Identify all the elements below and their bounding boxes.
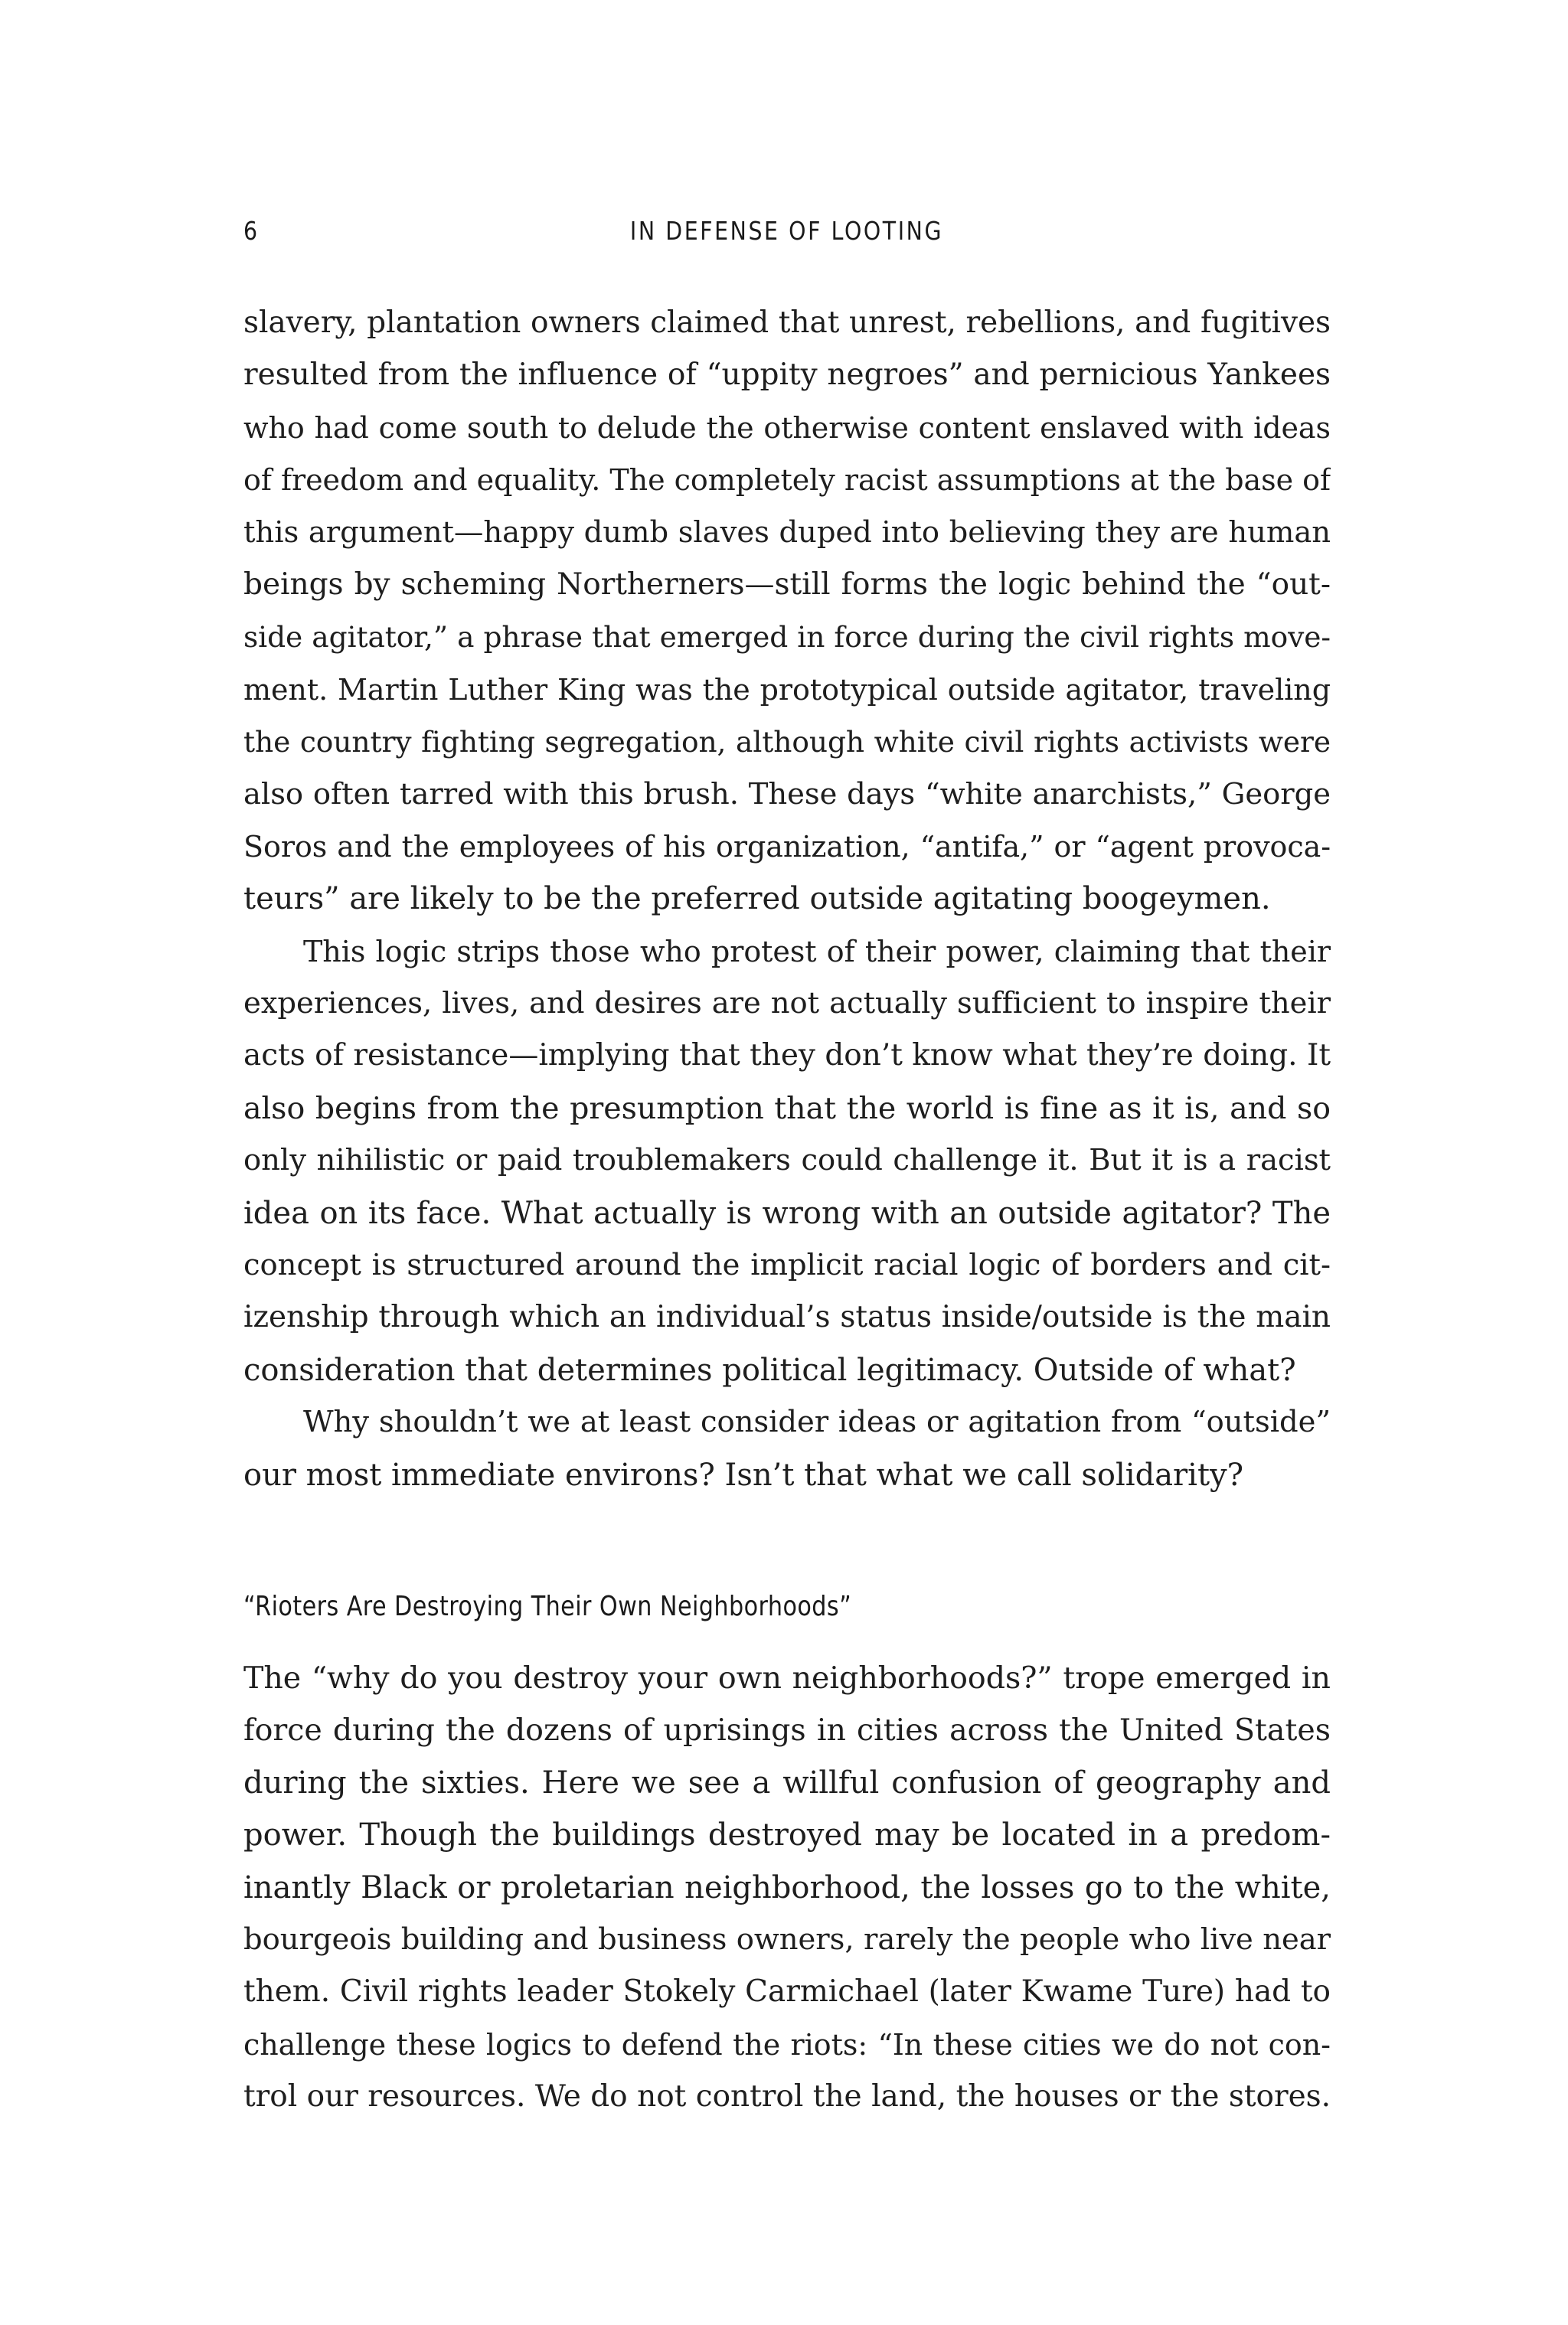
running-title: IN DEFENSE OF LOOTING: [629, 216, 944, 246]
text-line: also begins from the presumption that the world is fine as it is, and so: [243, 1090, 1331, 1126]
text-line: trol our resources. We do not control the land, the houses or the stores.: [243, 2079, 1331, 2114]
text-line: bourgeois building and business owners, rarely the people who live near: [243, 1922, 1331, 1957]
text-line: idea on its face. What actually is wrong with an outside agitator? The: [243, 1195, 1331, 1231]
running-head: [243, 216, 1178, 253]
text-line: teurs” are likely to be the preferred outside agitating boogeymen.: [243, 881, 1271, 917]
text-line: our most immediate environs? Isn’t that what we call solidarity?: [243, 1457, 1244, 1493]
section-heading: “Rioters Are Destroying Their Own Neighborhoods”: [243, 1591, 852, 1622]
paragraph-1: [243, 297, 1331, 926]
paragraph-3: [243, 1396, 1331, 1501]
text-line: power. Though the buildings destroyed may be located in a predom-: [243, 1817, 1331, 1853]
text-line: resulted from the influence of “uppity negroes” and pernicious Yankees: [243, 358, 1331, 393]
text-line: This logic strips those who protest of their power, claiming that their: [303, 934, 1331, 968]
text-line: challenge these logics to defend the riots: “In these cities we do not con-: [243, 2027, 1331, 2062]
text-line: who had come south to delude the otherwise content enslaved with ideas: [243, 410, 1331, 445]
text-line: inantly Black or proletarian neighborhood, the losses go to the white,: [243, 1869, 1331, 1905]
text-line: slavery, plantation owners claimed that unrest, rebellions, and fugitives: [243, 305, 1331, 340]
text-line: during the sixties. Here we see a willful confusion of geography and: [243, 1765, 1331, 1801]
body-text: [243, 297, 1331, 1501]
text-line: side agitator,” a phrase that emerged in force during the civil rights move-: [243, 620, 1331, 655]
text-line: of freedom and equality. The completely racist assumptions at the base of: [243, 463, 1331, 498]
text-line: them. Civil rights leader Stokely Carmichael (later Kwame Ture) had to: [243, 1974, 1331, 2010]
text-line: Why shouldn’t we at least consider ideas or agitation from “outside”: [303, 1405, 1331, 1440]
text-line: experiences, lives, and desires are not actually sufficient to inspire their: [243, 986, 1331, 1021]
section-body-text: [243, 1652, 1331, 2124]
paragraph-2: [243, 926, 1331, 1397]
text-line: this argument—happy dumb slaves duped into believing they are human: [243, 514, 1331, 550]
text-line: beings by scheming Northerners—still forms the logic behind the “out-: [243, 567, 1331, 602]
text-line: consideration that determines political legitimacy. Outside of what?: [243, 1352, 1296, 1388]
text-line: concept is structured around the implicit racial logic of borders and cit-: [243, 1248, 1331, 1283]
text-line: Soros and the employees of his organization, “antifa,” or “agent provoca-: [243, 829, 1331, 864]
text-line: ment. Martin Luther King was the prototypical outside agitator, traveling: [243, 672, 1331, 707]
section-paragraph: [243, 1652, 1331, 2124]
text-line: only nihilistic or paid troublemakers could challenge it. But it is a racist: [243, 1143, 1331, 1178]
text-line: force during the dozens of uprisings in cities across the United States: [243, 1713, 1331, 1749]
text-line: izenship through which an individual’s status inside/outside is the main: [243, 1300, 1331, 1335]
text-line: The “why do you destroy your own neighborhoods?” trope emerged in: [243, 1660, 1331, 1696]
page-number: 6: [243, 216, 260, 246]
text-line: the country fighting segregation, although white civil rights activists were: [243, 725, 1331, 759]
text-line: acts of resistance—implying that they don’t know what they’re doing. It: [243, 1038, 1331, 1073]
text-line: also often tarred with this brush. These days “white anarchists,” George: [243, 776, 1331, 811]
